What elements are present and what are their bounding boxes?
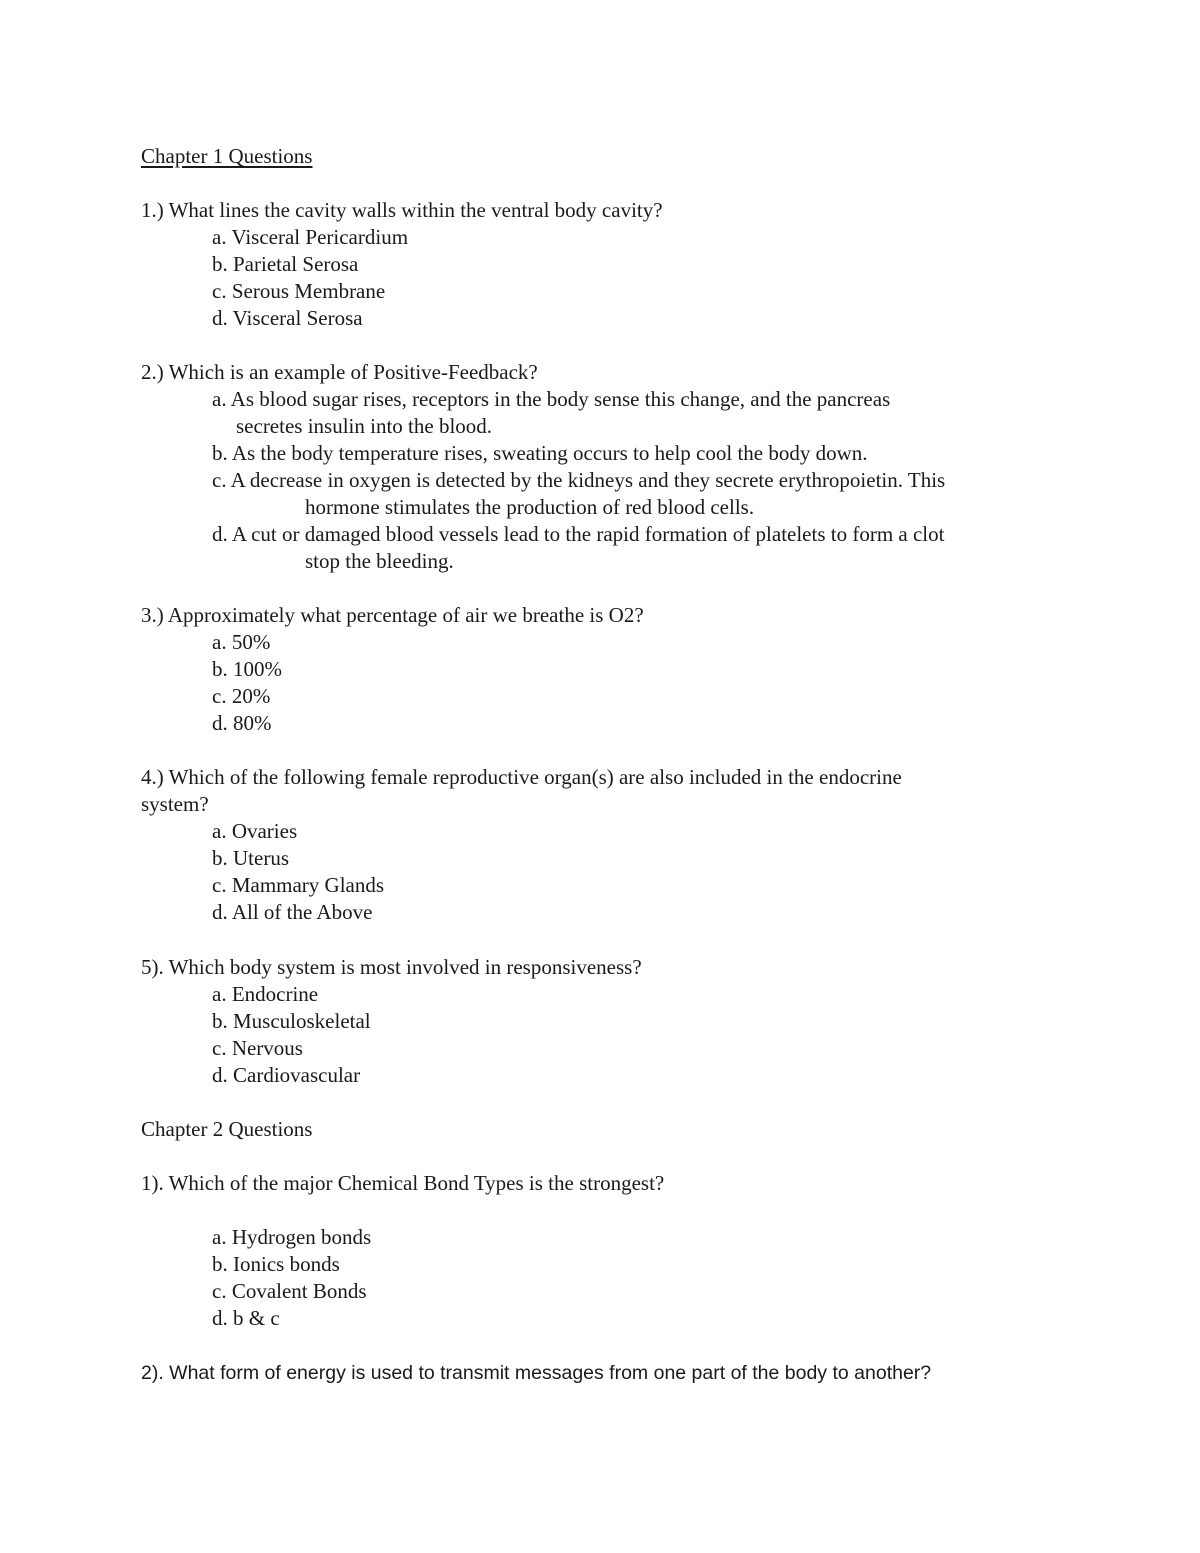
answer-option: c. 20% <box>212 684 271 708</box>
answer-option: a. As blood sugar rises, receptors in the body sense this change, and the pancreas <box>212 387 891 411</box>
answer-option: b. 100% <box>212 657 282 681</box>
answer-option: d. Cardiovascular <box>212 1063 361 1087</box>
question-text: 4.) Which of the following female reproductive organ(s) are also included in the endocrine <box>141 765 902 789</box>
answer-option: a. Hydrogen bonds <box>212 1225 372 1249</box>
question-text: 2). What form of energy is used to transmit messages from one part of the body to another? <box>141 1362 932 1384</box>
answer-option: a. Endocrine <box>212 982 319 1006</box>
question-text: 1). Which of the major Chemical Bond Types is the strongest? <box>141 1171 665 1195</box>
answer-option: b. As the body temperature rises, sweating occurs to help cool the body down. <box>212 441 868 465</box>
answer-option: d. All of the Above <box>212 900 373 924</box>
question-text-continuation: system? <box>141 792 209 816</box>
answer-option: d. 80% <box>212 711 272 735</box>
answer-option: c. Nervous <box>212 1036 303 1060</box>
answer-option-continuation: hormone stimulates the production of red blood cells. <box>305 495 755 519</box>
answer-option: a. Visceral Pericardium <box>212 225 409 249</box>
answer-option-continuation: stop the bleeding. <box>305 549 454 573</box>
question-text: 5). Which body system is most involved in responsiveness? <box>141 955 642 979</box>
chapter-1-heading: Chapter 1 Questions <box>141 144 313 168</box>
answer-option: c. Mammary Glands <box>212 873 385 897</box>
answer-option: a. 50% <box>212 630 271 654</box>
question-text: 1.) What lines the cavity walls within the ventral body cavity? <box>141 198 663 222</box>
answer-option: b. Uterus <box>212 846 289 870</box>
answer-option: d. b & c <box>212 1306 280 1330</box>
answer-option: d. A cut or damaged blood vessels lead to the rapid formation of platelets to form a clot <box>212 522 945 546</box>
answer-option: d. Visceral Serosa <box>212 306 363 330</box>
question-text: 2.) Which is an example of Positive-Feedback? <box>141 360 538 384</box>
question-text: 3.) Approximately what percentage of air we breathe is O2? <box>141 603 644 627</box>
chapter-2-heading: Chapter 2 Questions <box>141 1117 313 1141</box>
answer-option: c. A decrease in oxygen is detected by the kidneys and they secrete erythropoietin. This <box>212 468 946 492</box>
answer-option: a. Ovaries <box>212 819 298 843</box>
answer-option: b. Parietal Serosa <box>212 252 359 276</box>
answer-option: c. Covalent Bonds <box>212 1279 367 1303</box>
answer-option: b. Musculoskeletal <box>212 1009 371 1033</box>
answer-option: b. Ionics bonds <box>212 1252 340 1276</box>
answer-option: c. Serous Membrane <box>212 279 386 303</box>
answer-option-continuation: secretes insulin into the blood. <box>236 414 493 438</box>
